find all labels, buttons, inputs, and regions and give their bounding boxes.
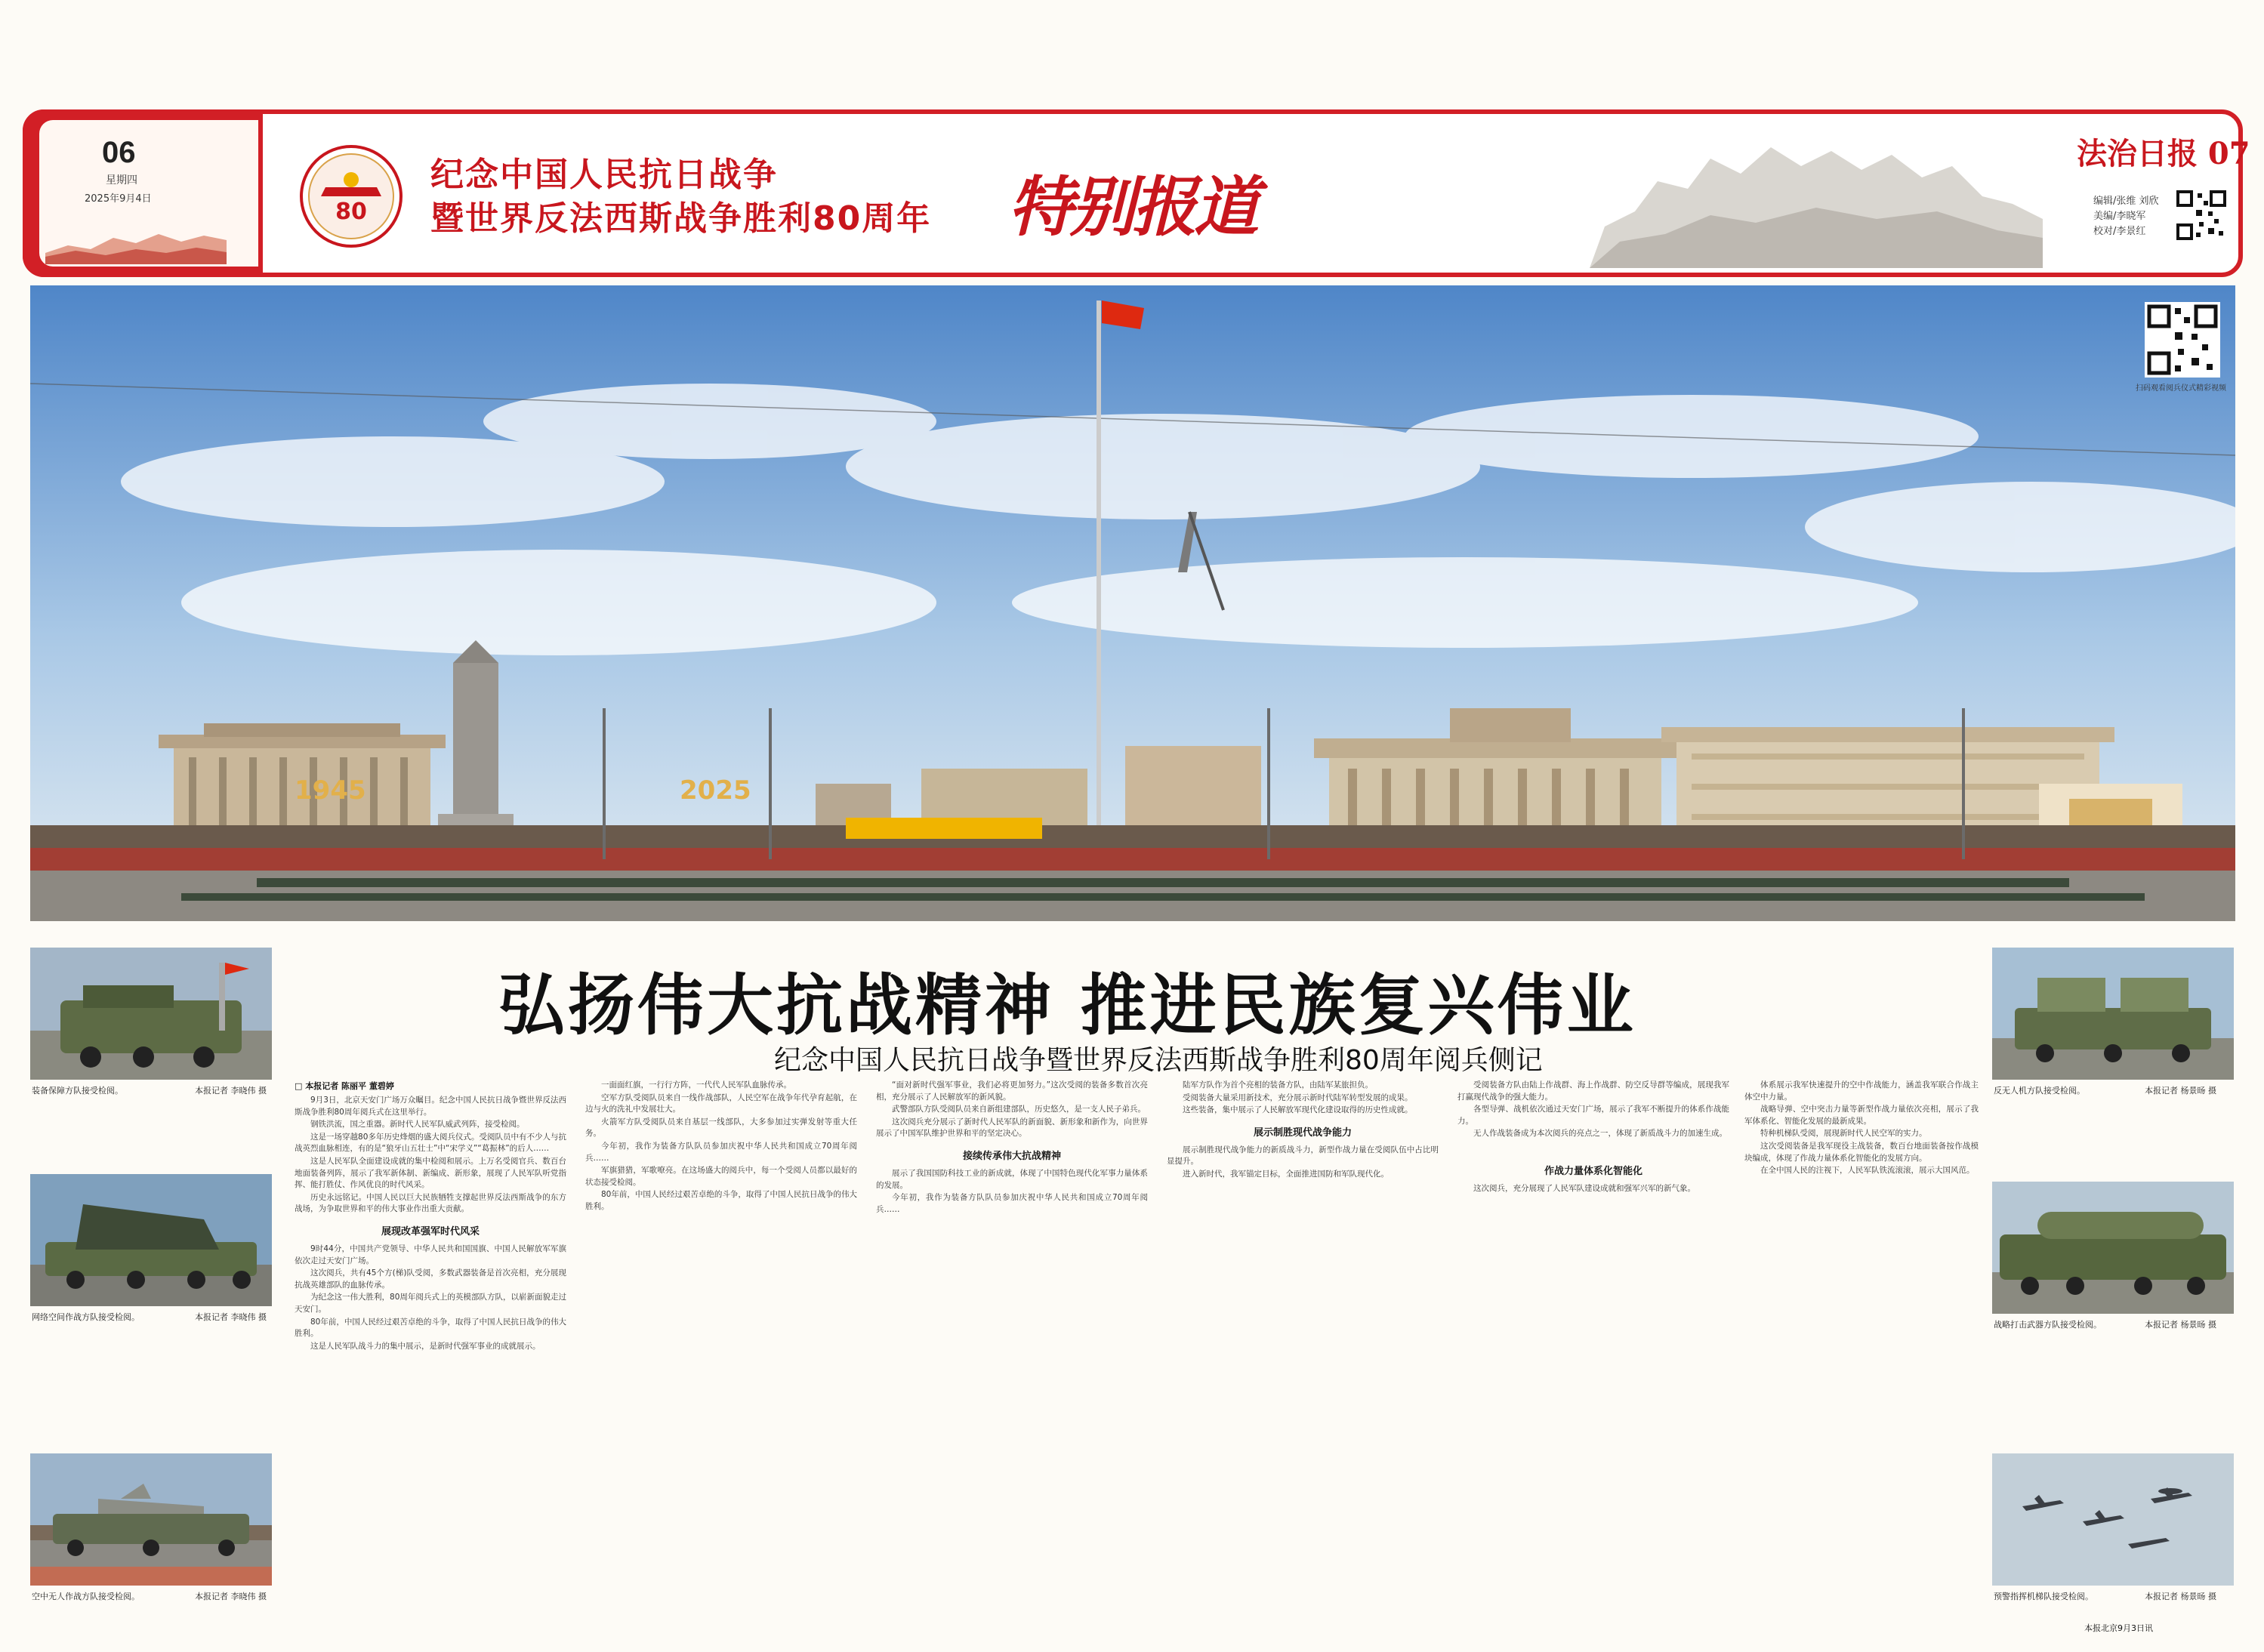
section-heading-2: 接续传承伟大抗战精神 (962, 1150, 1061, 1162)
article-paragraph: 受阅装备方队由陆上作战群、海上作战群、防空反导群等编成，展现我军打赢现代战争的强大能力。 (1457, 1080, 1729, 1102)
newspaper-brand: 法治日报 07 (2077, 136, 2250, 171)
dateline-note: 本报北京9月3日讯 (2084, 1623, 2153, 1633)
left-credit-1: 本报记者 李晓伟 摄 (195, 1086, 267, 1096)
article-paragraph: 这次受阅装备是我军现役主战装备，数百台地面装备按作战模块编成，体现了作战力量体系化智能化的发展方向。 (1744, 1141, 1979, 1163)
article-paragraph: 钢铁洪流，国之重器。新时代人民军队威武列阵，接受检阅。 (310, 1120, 525, 1130)
section-heading-4: 作战力量体系化智能化 (1544, 1165, 1642, 1177)
article-paragraph: 9时44分，中国共产党领导、中华人民共和国国旗、中国人民解放军军旗依次走过天安门广场。 (295, 1244, 566, 1265)
article-paragraph: 这是一场穿越80多年历史烽烟的盛大阅兵仪式。受阅队员中有不少人与抗战英烈血脉相连，有的是“狼牙山五壮士”中“宋学义”“葛振林”的后人…… (295, 1132, 566, 1154)
right-caption-2: 战略打击武器方队接受检阅。 (1994, 1320, 2102, 1330)
article-paragraph: 这是人民军队全面建设成就的集中检阅和展示。上万名受阅官兵、数百台地面装备列阵，展示了我军新体制、新编成、新形象，展现了人民军队听党指挥、能打胜仗、作风优良的时代风采。 (295, 1156, 566, 1190)
article-paragraph: 80年前，中国人民经过艰苦卓绝的斗争，取得了中国人民抗日战争的伟大胜利。 (295, 1317, 566, 1339)
article-paragraph: 这次阅兵，充分展现了人民军队建设成就和强军兴军的新气象。 (1473, 1183, 1695, 1193)
article-paragraph: 进入新时代，我军锚定目标，全面推进国防和军队现代化。 (1183, 1169, 1389, 1179)
main-headline: 弘扬伟大抗战精神 推进民族复兴伟业 (498, 966, 1636, 1044)
article-paragraph: 今年初，我作为装备方队队员参加庆祝中华人民共和国成立70周年阅兵…… (585, 1141, 857, 1163)
credit-proofreader: 校对/李景红 (2093, 226, 2146, 237)
article-paragraph: 受阅装备大量采用新技术，充分展示新时代陆军转型发展的成果。 (1183, 1093, 1413, 1102)
article-paragraph: 各型导弹、战机依次通过天安门广场，展示了我军不断提升的体系作战能力。 (1457, 1105, 1729, 1126)
article-column-2 (585, 1080, 857, 1631)
header-title-line2: 暨世界反法西斯战争胜利80周年 (430, 199, 932, 238)
left-caption-1: 装备保障方队接受检阅。 (32, 1086, 123, 1096)
sub-headline: 纪念中国人民抗日战争暨世界反法西斯战争胜利80周年阅兵侧记 (774, 1045, 1543, 1076)
article-paragraph: 这些装备，集中展示了人民解放军现代化建设取得的历史性成就。 (1183, 1105, 1413, 1115)
article-paragraph: 在全中国人民的注视下，人民军队铁流滚滚，展示大国风范。 (1760, 1166, 1975, 1176)
article-paragraph: 展示了我国国防科技工业的新成就，体现了中国特色现代化军事力量体系的发展。 (876, 1168, 1148, 1190)
right-caption-1: 反无人机方队接受检阅。 (1994, 1086, 2085, 1096)
article-paragraph: 战略导弹、空中突击力量等新型作战力量依次亮相，展示了我军体系化、智能化发展的最新成果。 (1744, 1105, 1979, 1126)
section-heading-3: 展示制胜现代战争能力 (1253, 1127, 1352, 1139)
article-paragraph: 这是人民军队战斗力的集中展示，是新时代强军事业的成就展示。 (310, 1341, 541, 1351)
video-qr-caption: 扫码观看阅兵仪式精彩视频 (2136, 384, 2226, 393)
page-number: 06 (102, 136, 136, 169)
article-paragraph: 特种机梯队受阅，展现新时代人民空军的实力。 (1760, 1129, 1927, 1139)
right-photo-3 (1992, 1453, 2234, 1586)
section-heading-1: 展现改革强军时代风采 (381, 1225, 480, 1237)
left-caption-3: 空中无人作战方队接受检阅。 (32, 1592, 140, 1601)
article-paragraph: “面对新时代强军事业，我们必将更加努力。”这次受阅的装备多数首次亮相，充分展示了人民解放军的新风貌。 (876, 1080, 1148, 1102)
article-paragraph: 体系展示我军快速提升的空中作战能力，涵盖我军联合作战主体空中力量。 (1744, 1080, 1979, 1102)
article-column-3 (876, 1080, 1148, 1631)
article-paragraph: 一面面红旗，一行行方阵，一代代人民军队血脉传承。 (601, 1080, 791, 1090)
article-column-6 (1744, 1080, 1979, 1631)
left-credit-3: 本报记者 李晓伟 摄 (195, 1592, 267, 1601)
left-photo-1 (30, 948, 272, 1080)
article-column-1 (295, 1080, 566, 1631)
qr-code-icon (2175, 189, 2228, 242)
article-paragraph: 陆军方队作为首个亮相的装备方队，由陆军某旅担负。 (1183, 1080, 1373, 1090)
right-credit-1: 本报记者 杨景旸 摄 (2145, 1086, 2216, 1096)
article-column-4 (1167, 1080, 1439, 1631)
article-paragraph: 历史永远铭记。中国人民以巨大民族牺牲支撑起世界反法西斯战争的东方战场，为争取世界和平的伟大事业作出重大贡献。 (295, 1192, 566, 1214)
right-photo-1 (1992, 948, 2234, 1080)
right-credit-3: 本报记者 杨景旸 摄 (2145, 1592, 2216, 1601)
special-report-title: 特别报道 (1008, 169, 1256, 245)
right-credit-2: 本报记者 杨景旸 摄 (2145, 1320, 2216, 1330)
great-wall-icon (45, 219, 227, 264)
article-paragraph: 今年初，我作为装备方队队员参加庆祝中华人民共和国成立70周年阅兵…… (876, 1193, 1148, 1214)
article-column-5 (1457, 1080, 1729, 1631)
article-paragraph: 无人作战装备成为本次阅兵的亮点之一，体现了新质战斗力的加速生成。 (1473, 1129, 1727, 1139)
credit-designer: 美编/李晓军 (2093, 211, 2146, 222)
article-paragraph: 这次阅兵充分展示了新时代人民军队的新面貌、新形象和新作为，向世界展示了中国军队维护世界和平的坚定决心。 (876, 1117, 1148, 1139)
banner-year-left: 1945 (295, 775, 366, 806)
article-byline: □ 本报记者 陈丽平 董碧婷 (295, 1081, 394, 1091)
emblem-number: 80 (335, 199, 367, 225)
video-qr-code-icon (2145, 302, 2220, 378)
parade-main-photo (30, 285, 2235, 921)
header-title-line1: 纪念中国人民抗日战争 (430, 156, 778, 194)
weekday-label: 星期四 (106, 174, 137, 186)
left-caption-2: 网络空间作战方队接受检阅。 (32, 1312, 140, 1322)
left-photo-2 (30, 1174, 272, 1306)
article-paragraph: 9月3日，北京天安门广场万众瞩目。纪念中国人民抗日战争暨世界反法西斯战争胜利80周年阅兵式在这里举行。 (295, 1096, 566, 1117)
right-caption-3: 预警指挥机梯队接受检阅。 (1994, 1592, 2093, 1601)
article-paragraph: 这次阅兵，共有45个方(梯)队受阅，多数武器装备是首次亮相，充分展现抗战英雄部队的血脉传承。 (295, 1268, 566, 1290)
article-paragraph: 80年前，中国人民经过艰苦卓绝的斗争，取得了中国人民抗日战争的伟大胜利。 (585, 1190, 857, 1211)
issue-date: 2025年9月4日 (85, 193, 152, 205)
left-photo-3 (30, 1453, 272, 1586)
article-paragraph: 军旗猎猎，军歌嘹亮。在这场盛大的阅兵中，每一个受阅人员都以最好的状态接受检阅。 (585, 1166, 857, 1187)
banner-year-right: 2025 (680, 775, 751, 806)
left-credit-2: 本报记者 李晓伟 摄 (195, 1312, 267, 1322)
anniversary-emblem-icon (298, 143, 404, 249)
article-paragraph: 武警部队方队受阅队员来自新组建部队，历史悠久，是一支人民子弟兵。 (892, 1105, 1146, 1114)
article-paragraph: 展示制胜现代战争能力的新质战斗力，新型作战力量在受阅队伍中占比明显提升。 (1167, 1145, 1439, 1167)
article-paragraph: 为纪念这一伟大胜利，80周年阅兵式上的英模部队方队，以崭新面貌走过天安门。 (295, 1293, 566, 1314)
article-paragraph: 空军方队受阅队员来自一线作战部队，人民空军在战争年代孕育起航，在边与火的洗礼中发展壮大。 (585, 1093, 857, 1114)
credit-editor: 编辑/张维 刘欣 (2093, 196, 2159, 207)
right-photo-2 (1992, 1182, 2234, 1314)
monument-sculpture-icon (1590, 136, 2043, 268)
article-paragraph: 火箭军方队受阅队员来自基层一线部队，大多参加过实弹发射等重大任务。 (585, 1117, 857, 1139)
